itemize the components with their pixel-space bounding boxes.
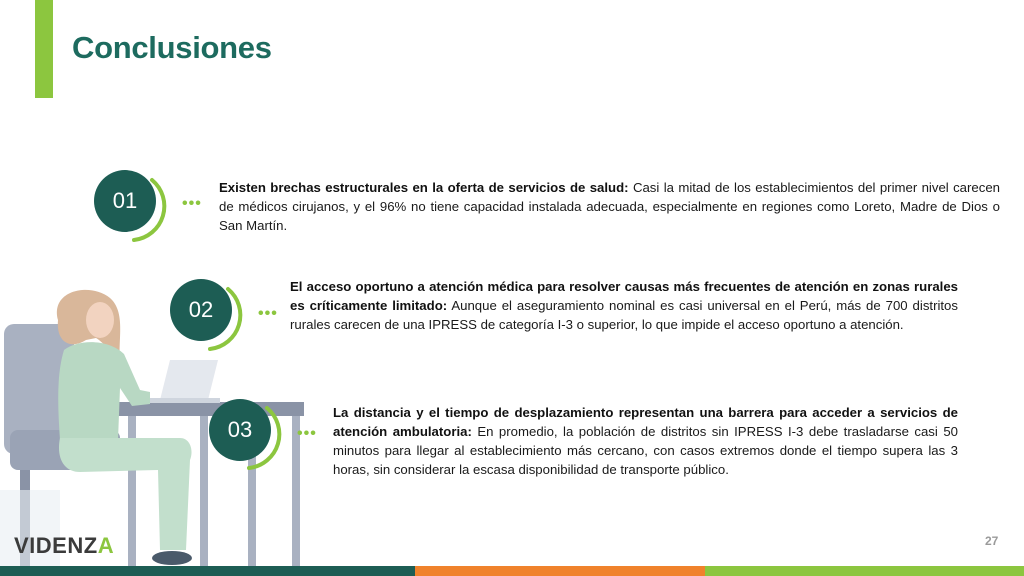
conclusion-heading-03: La distancia y el tiempo de desplazamiento representan una barrera para acceder a servicios de atención ambulatoria: (333, 405, 958, 439)
dots-connector-02: ••• (258, 305, 278, 322)
footer-bar-green (705, 566, 1024, 576)
conclusion-heading-01: Existen brechas estructurales en la oferta de servicios de salud: (219, 180, 629, 195)
dots-connector-01: ••• (182, 195, 202, 212)
conclusion-text-02 (290, 277, 958, 334)
number-badge-01: 01 (94, 170, 156, 232)
number-badge-02: 02 (170, 279, 232, 341)
conclusion-heading-02: El acceso oportuno a atención médica para resolver causas más frecuentes de atención en zonas rurales es críticamente limitado: (290, 279, 958, 313)
conclusion-body-01: Casi la mitad de los establecimientos del primer nivel carecen de médicos cirujanos, y el 96% no tiene capacidad instalada adecuada, especialmente en regiones como Loreto, Madre de Dios o San Martín. (219, 180, 1001, 233)
dots-connector-03: ••• (297, 425, 317, 442)
conclusion-body-02: Aunque el aseguramiento nominal es casi universal en el Perú, más de 700 distritos rurales carecen de una IPRESS de categoría I-3 o superior, lo que impide el acceso oportuno a atención. (290, 298, 958, 332)
page-number: 27 (985, 534, 999, 548)
page-title: Conclusiones (72, 30, 272, 65)
logo-text-main: VIDENZ (14, 533, 98, 558)
conclusion-body-03: En promedio, la población de distritos sin IPRESS I-3 debe trasladarse casi 50 minutos para llegar al establecimiento más cercano, con casos extremos donde el tiempo supera las 3 horas, sin considerar la escasa disponibilidad de transporte público. (333, 424, 958, 477)
conclusion-text-01 (219, 178, 1000, 235)
conclusion-text-03 (333, 403, 958, 479)
logo-text-accent: A (97, 533, 115, 558)
videnza-logo (14, 533, 114, 559)
footer-bar-orange (415, 566, 705, 576)
title-accent-bar (35, 0, 53, 98)
footer-bar-teal (0, 566, 415, 576)
number-badge-03: 03 (209, 399, 271, 461)
